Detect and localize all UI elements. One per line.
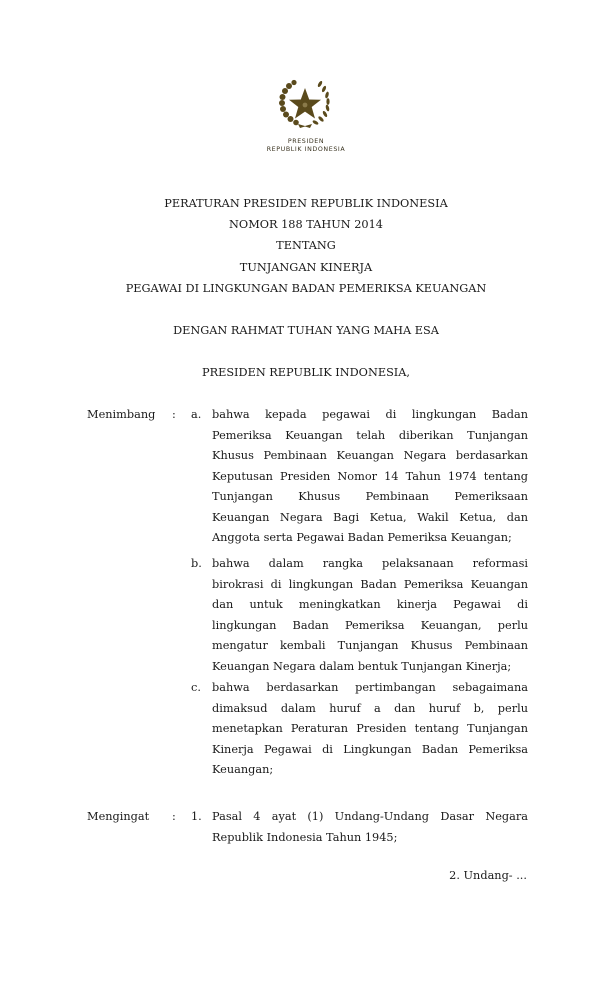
emblem-caption-presiden: PRESIDEN xyxy=(287,138,325,145)
text-line: Pasal 4 ayat (1) Undang-Undang Dasar Negara xyxy=(212,810,528,823)
text-line: bahwa kepada pegawai di lingkungan Badan xyxy=(212,408,528,421)
text-line: Tunjangan Khusus Pembinaan Pemeriksaan xyxy=(212,490,528,503)
text-line: dan untuk meningkatkan kinerja Pegawai di xyxy=(212,598,528,611)
text-line: Republik Indonesia Tahun 1945; xyxy=(212,830,398,844)
menimbang-colon: : xyxy=(172,408,176,421)
text-line: menetapkan Peraturan Presiden tentang Tunjangan xyxy=(212,722,528,735)
text-line: Anggota serta Pegawai Badan Pemeriksa Keuangan; xyxy=(212,531,512,544)
text-line: dimaksud dalam huruf a dan huruf b, perlu xyxy=(212,701,528,715)
issuer: PRESIDEN REPUBLIK INDONESIA, xyxy=(201,366,411,379)
mengingat-colon: : xyxy=(172,810,176,823)
text-line: birokrasi di lingkungan Badan Pemeriksa Keuangan xyxy=(212,577,528,591)
text-line: bahwa dalam rangka pelaksanaan reformasi xyxy=(212,557,528,570)
document-title: PERATURAN PRESIDEN REPUBLIK INDONESIA xyxy=(164,197,448,210)
menimbang-item-b-marker: b. xyxy=(191,557,202,570)
menimbang-item-c-marker: c. xyxy=(191,681,201,694)
text-line: Keuangan Negara Bagi Ketua, Wakil Ketua, dan xyxy=(212,510,528,524)
regulation-subject-line2: PEGAWAI DI LINGKUNGAN BADAN PEMERIKSA KEUANGAN xyxy=(125,282,487,295)
menimbang-item-b xyxy=(212,554,528,677)
mengingat-item-1 xyxy=(212,807,528,848)
menimbang-item-a-marker: a. xyxy=(191,408,202,421)
page-continuation: 2. Undang- ... xyxy=(449,869,527,882)
mengingat-item-1-marker: 1. xyxy=(191,810,202,823)
text-line: Kinerja Pegawai di Lingkungan Badan Pemeriksa xyxy=(212,742,528,756)
menimbang-label: Menimbang xyxy=(87,408,156,421)
text-line: bahwa berdasarkan pertimbangan sebagaimana xyxy=(212,681,528,694)
invocation: DENGAN RAHMAT TUHAN YANG MAHA ESA xyxy=(173,324,439,337)
text-line: Keuangan; xyxy=(212,763,274,776)
garuda-emblem-icon xyxy=(276,76,334,130)
regulation-subject-line1: TUNJANGAN KINERJA xyxy=(239,261,373,274)
text-line: lingkungan Badan Pemeriksa Keuangan, perlu xyxy=(212,618,528,632)
emblem-caption-republik-indonesia: REPUBLIK INDONESIA xyxy=(266,146,346,153)
title-tentang: TENTANG xyxy=(276,239,336,252)
menimbang-item-a xyxy=(212,405,528,549)
menimbang-item-c xyxy=(212,678,528,781)
text-line: mengatur kembali Tunjangan Khusus Pembinaan xyxy=(212,639,528,652)
text-line: Keuangan Negara dalam bentuk Tunjangan Kinerja; xyxy=(212,659,512,673)
mengingat-label: Mengingat xyxy=(87,810,150,823)
text-line: Khusus Pembinaan Keuangan Negara berdasarkan xyxy=(212,449,528,462)
text-line: Keputusan Presiden Nomor 14 Tahun 1974 tentang xyxy=(212,469,528,483)
regulation-number: NOMOR 188 TAHUN 2014 xyxy=(229,218,383,231)
text-line: Pemeriksa Keuangan telah diberikan Tunjangan xyxy=(212,428,528,442)
